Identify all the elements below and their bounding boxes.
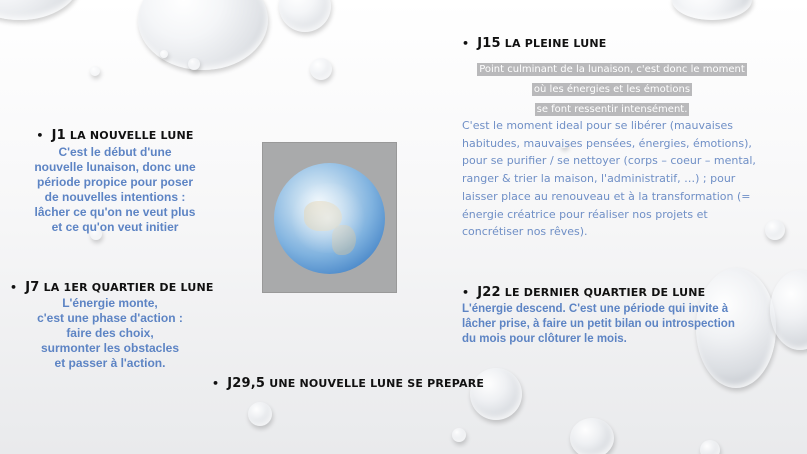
- bullet: •: [462, 37, 470, 50]
- section-j15: [462, 36, 762, 51]
- body-line: C'est le début d'une: [58, 145, 172, 159]
- highlight-line: où les énergies et les émotions: [533, 84, 691, 95]
- body-line: ranger & trier la maison, l'administratif, …) ; pour: [462, 172, 736, 186]
- body-line: nouvelle lunaison, donc une: [34, 160, 196, 174]
- water-drop-icon: [90, 66, 100, 76]
- section-j15-heading: [462, 36, 762, 51]
- section-title: LA 1ER QUARTIER DE LUNE: [43, 281, 214, 294]
- body-line: concrétiser nos rêves).: [462, 225, 588, 239]
- section-title: LA PLEINE LUNE: [504, 37, 607, 50]
- section-title: LE DERNIER QUARTIER DE LUNE: [504, 286, 706, 299]
- bullet: •: [36, 129, 44, 142]
- body-line: énergie créatrice pour réaliser nos projets et: [462, 207, 708, 221]
- water-drop-icon: [0, 0, 80, 20]
- section-j22-body: [462, 302, 762, 347]
- section-j1-heading: [20, 128, 210, 143]
- body-line: C'est le moment ideal pour se libérer (mauvaises: [462, 119, 734, 132]
- body-line: de nouvelles intentions :: [44, 190, 186, 204]
- section-title: LA NOUVELLE LUNE: [69, 129, 194, 142]
- section-j29: [212, 376, 485, 391]
- section-title: UNE NOUVELLE LUNE SE PREPARE: [269, 377, 485, 390]
- section-j15-body: [462, 117, 762, 241]
- water-drop-icon: [160, 50, 168, 58]
- section-j29-heading: [212, 376, 485, 391]
- body-line: lâcher ce qu'on ne veut plus: [34, 205, 196, 219]
- body-line: du mois pour clôturer le mois.: [462, 333, 627, 345]
- water-drop-icon: [248, 402, 272, 426]
- section-j7: [10, 280, 220, 371]
- water-drop-icon: [672, 0, 752, 20]
- highlight-line: se font ressentir intensément.: [536, 104, 688, 115]
- section-j1-body: [20, 145, 210, 235]
- bullet: •: [10, 281, 18, 294]
- day-number: J1: [51, 128, 66, 143]
- body-line: L'énergie monte,: [62, 296, 158, 310]
- body-line: L'énergie descend. C'est une période qui invite à: [462, 303, 729, 315]
- day-number: J29,5: [227, 376, 266, 391]
- section-j7-heading: [10, 280, 220, 295]
- water-drop-icon: [279, 0, 331, 32]
- section-j15-highlight: [467, 59, 757, 119]
- day-number: J7: [25, 280, 40, 295]
- day-number: J15: [477, 36, 501, 51]
- body-line: et ce qu'on veut initier: [51, 220, 179, 234]
- water-drop-icon: [765, 220, 785, 240]
- body-line: lâcher prise, à faire un petit bilan ou introspection: [462, 318, 735, 330]
- water-drop-icon: [700, 440, 720, 454]
- day-number: J22: [477, 285, 501, 300]
- water-drop-icon: [570, 418, 614, 454]
- water-drop-icon: [452, 428, 466, 442]
- section-j22-heading: [462, 285, 762, 300]
- body-line: faire des choix,: [66, 326, 154, 340]
- body-line: et passer à l'action.: [54, 356, 166, 370]
- water-drop-icon: [310, 58, 332, 80]
- body-line: période propice pour poser: [36, 175, 194, 189]
- body-line: pour se purifier / se nettoyer (corps – coeur – mental,: [462, 154, 756, 168]
- body-line: habitudes, mauvaises pensées, énergies, émotions),: [462, 136, 752, 150]
- body-line: surmonter les obstacles: [40, 341, 180, 355]
- section-j1: [20, 128, 210, 235]
- section-j7-body: [10, 296, 210, 371]
- water-drop-icon: [770, 270, 807, 350]
- bullet: •: [212, 377, 220, 390]
- section-j22: [462, 285, 762, 347]
- body-line: laisser place au renouveau et à la transformation (=: [462, 189, 751, 203]
- earth-globe-icon: [274, 163, 385, 274]
- body-line: c'est une phase d'action :: [37, 311, 183, 325]
- water-drop-icon: [138, 0, 268, 70]
- water-drop-icon: [188, 58, 200, 70]
- earth-image: [262, 142, 397, 293]
- highlight-line: Point culminant de la lunaison, c'est donc le moment: [479, 64, 745, 75]
- bullet: •: [462, 286, 470, 299]
